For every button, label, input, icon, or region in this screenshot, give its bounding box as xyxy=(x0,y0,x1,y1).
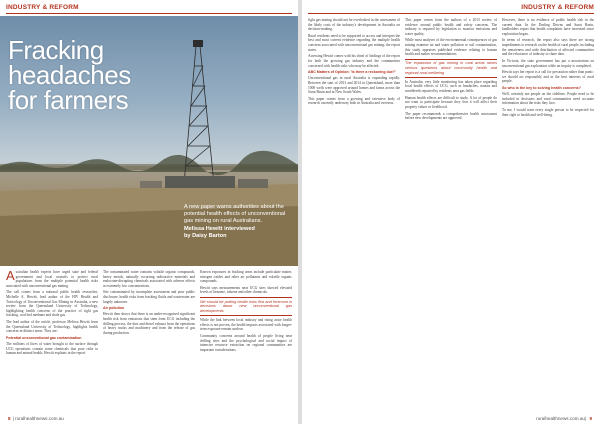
paragraph: Hewitt says measurements near UCG sites showed elevated levels of benzene, toluene and other chemicals. xyxy=(200,285,292,295)
footer-site-right[interactable]: ruralhealthnews.com.au xyxy=(536,416,585,421)
byline-line-2: by Daisy Barton xyxy=(184,232,227,239)
paragraph: Unconventional gas in rural Australia is expanding rapidly. Between the start of 2013 and 2014 in Queensland, more than 1000 wells were approved around homes and farms across the Surat Basin and in New South Wales. xyxy=(308,76,400,95)
paragraph: In Australia, very little monitoring has taken place regarding local health effects of UCG, such as headaches, nausea and nosebleeds reported by residents near gas fields. xyxy=(405,79,497,93)
right-column-2 xyxy=(405,18,497,410)
paragraph: The millions of litres of water brought to the surface through UCG operations contain some chemicals that pose risks to human and animal health, Hewitt explains in the report. xyxy=(6,342,98,356)
left-column-3 xyxy=(200,270,292,410)
paragraph: In terms of research, the report also says there are strong impediments to research on the health of rural people, including the remoteness and wide distribution of affected communities and the reluctance of industry to share data. xyxy=(502,38,595,57)
paragraph: The contaminated water contains volatile organic compounds, heavy metals, naturally occurring radioactive materials and endocrine-disrupting chemicals associated with adverse effects at extremely low concentrations. xyxy=(103,270,195,288)
left-column-2 xyxy=(103,270,195,410)
paragraph: In Victoria, the state government has put a moratorium on unconventional gas exploration while an inquiry is completed. xyxy=(502,58,594,68)
paragraph: The call comes from a national public health researcher, Michelle A. Hewitt, lead author of the HIV Health and Toxicology of Unconventional Gas Mining in Australia, a new review from the Queensland University of Technology, highlighting health concerns of the practice of tight gas fracking, coal bed methane and shale gas. xyxy=(6,290,98,318)
right-page xyxy=(302,0,600,424)
paragraph: Hewitt then shows that there is an under-recognised significant health risk from emissions that stem from UCG including the drilling process, the dust and diesel exhaust from the operations of heavy trucks and machinery and from the release of gas during production. xyxy=(103,312,195,335)
pull-quote: We should be putting health risks first and foremost in decisions about new unconventional gas developments xyxy=(200,297,292,316)
article-title xyxy=(8,35,131,115)
section-rule-left xyxy=(6,13,292,14)
standfirst xyxy=(184,204,292,239)
title-line-1: Fracking xyxy=(8,35,104,65)
paragraph: To me, I would want every single person to be respected for their right to health and well-being. xyxy=(502,108,594,117)
paragraph: The lead author of the article, professor Melissa Hewitt from the Queensland University of Technology, highlights health concerns in distinct areas. They are: xyxy=(6,320,98,334)
pull-quote: The expansion of gas mining in rural areas raises serious questions about community health and regional rural wellbeing xyxy=(405,59,497,78)
subheading: ABC Matters of Opinion: 'Is there a reckoning due?' xyxy=(308,70,396,75)
paragraph: Known exposures in fracking areas include particulate matter, nitrogen oxides and other air pollutants and volatile organic compounds. xyxy=(200,270,292,284)
section-tag-right: INDUSTRY & REFORM xyxy=(521,4,594,11)
subheading: Air pollution xyxy=(103,306,125,311)
subheading: Potential unconventional gas contamination xyxy=(6,336,82,340)
paragraph: Rural residents need to be supported to access and interpret the best and most current evidence regarding the multiple health concerns associated with unconventional gas mining, the report states. xyxy=(308,33,400,52)
right-column-1 xyxy=(308,18,400,410)
section-tag-left: INDUSTRY & REFORM xyxy=(6,4,79,11)
paragraph: Well, certainly not people on the sidelines. People need to be included in decisions and rural communities need accurate information about the risks they face. xyxy=(502,92,594,106)
byline-line-1: Melissa Hewitt interviewed xyxy=(184,225,255,232)
paragraph: The paper recommends a comprehensive health assessment before new developments are approved. xyxy=(405,111,497,121)
hero-image xyxy=(0,16,298,266)
standfirst-text: A new paper warns authorities about the potential health effects of unconventional gas mining on rural Australians. xyxy=(184,204,286,224)
footer-right: ruralhealthnews.com.au| 9 xyxy=(536,416,592,421)
left-page xyxy=(0,0,298,424)
paragraph: This paper comes from the authors of a 2013 review of evidence around public health and safety concerns. The industry is required by legislation to monitor emissions and water quality. xyxy=(405,18,497,36)
paragraph: Assessing Hewitt comes with his sheaf of findings of the report for both the growing gas industry and the communities concerned with health risks who may be affected. xyxy=(308,54,400,68)
paragraph: Human health effects are difficult to study. A lot of people do not want to participate because they fear it will affect their property values or livelihood. xyxy=(405,95,497,109)
right-column-3 xyxy=(502,18,594,410)
title-line-3: for farmers xyxy=(8,85,129,115)
left-column-1 xyxy=(6,270,98,410)
paragraph: Hewitt says her report is a call for precaution rather than panic: we should act responsibly and in the best interests of rural people. xyxy=(502,70,594,84)
page-number-left: 8 xyxy=(8,416,11,421)
left-body-columns xyxy=(6,270,292,410)
section-rule-right xyxy=(308,13,594,14)
byline xyxy=(184,226,292,240)
paragraph: While most analyses of the environmental consequences of gas mining examine air and water pollution or soil contamination, this study appraises published evidence relating to human health and makes recommendations. xyxy=(405,38,497,57)
page-number-right: 9 xyxy=(589,416,592,421)
footer-site-left[interactable]: ruralhealthnews.com.au xyxy=(15,416,64,421)
right-body-columns xyxy=(308,18,594,410)
paragraph: While the link between local industry and rising acute health effects is not proven, the health impacts associated with longer-term exposure remain unclear. xyxy=(200,318,292,332)
paragraph: However, there is no evidence of public health risk in the current data. In the Darling Downs and Surat Basin, landholders report that health complaints have increased since exploration began. xyxy=(502,18,594,36)
subheading: So who is the key to solving health concerns? xyxy=(502,86,581,91)
paragraph: Site contaminated by incomplete assessment and poor public disclosure, health risks from fracking fluids and wastewater are largely unknown. xyxy=(103,290,195,304)
footer-left: 8 | ruralhealthnews.com.au xyxy=(8,416,64,421)
drop-cap: A xyxy=(6,268,15,283)
paragraph: fight gas mining should not be overlooked in the assessment of the likely costs of the industry's development in Australia on decision-making. xyxy=(308,18,400,32)
paragraph: This paper comes from a growing and extensive body of research currently underway both in Australia and overseas. xyxy=(308,96,400,106)
paragraph: Australian health experts have urged state and federal government and local councils to protect rural populations from the multiple potential health risks associated with unconventional gas mining. xyxy=(6,268,98,288)
paragraph: Community concerns around health of people living near drilling sites and the psychological and social impact of intensive resource extraction on regional communities are important considerations. xyxy=(200,334,292,352)
title-line-2: headaches xyxy=(8,60,131,90)
